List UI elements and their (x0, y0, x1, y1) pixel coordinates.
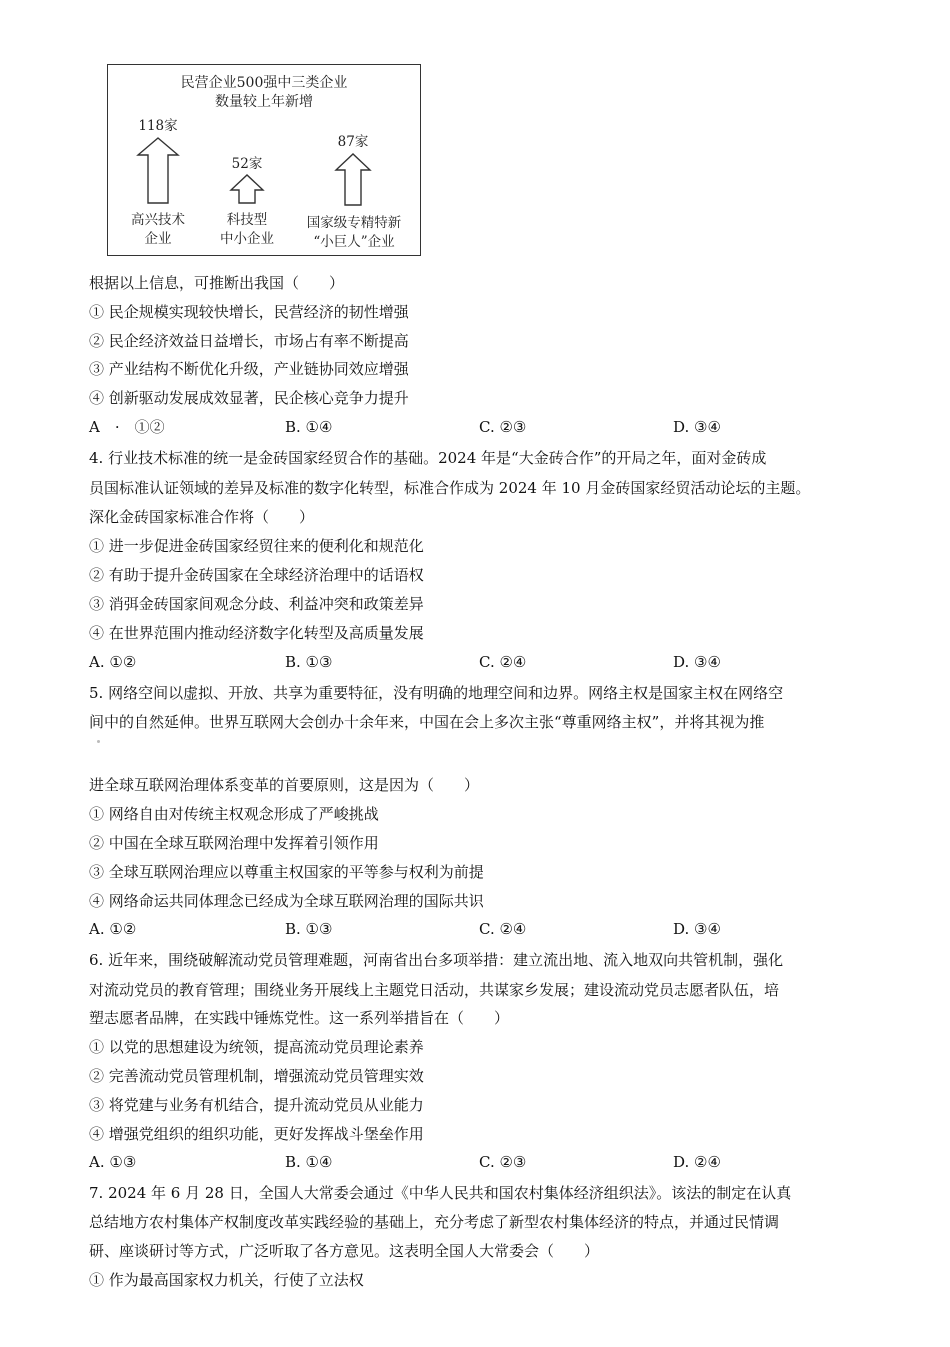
q4-option-b[interactable]: B. ①③ (285, 653, 333, 671)
q4-statement-3: ③ 消弭金砖国家间观念分歧、利益冲突和政策差异 (89, 595, 424, 613)
q6-option-c[interactable]: C. ②③ (479, 1153, 527, 1171)
q4-line-1: 4. 行业技术标准的统一是金砖国家经贸合作的基础。2024 年是“大金砖合作”的开局之年，面对金砖成 (89, 449, 767, 467)
q4-statement-2: ② 有助于提升金砖国家在全球经济治理中的话语权 (89, 566, 424, 584)
q5-statement-1: ① 网络自由对传统主权观念形成了严峻挑战 (89, 805, 379, 823)
scan-dot (97, 740, 100, 743)
label-high-tech-2: 企业 (144, 231, 172, 247)
q5-line-3: 进全球互联网治理体系变革的首要原则，这是因为（ ） (89, 776, 480, 794)
q4-option-d[interactable]: D. ③④ (673, 653, 721, 671)
label-little-giant-1: 国家级专精特新 (306, 215, 402, 231)
figure-title-line1: 民营企业500强中三类企业 (180, 75, 348, 91)
q4-line-3: 深化金砖国家标准合作将（ ） (89, 508, 315, 526)
q3-option-b[interactable]: B. ①④ (285, 418, 333, 436)
q5-line-2: 间中的自然延伸。世界互联网大会创办十余年来，中国在会上多次主张“尊重网络主权”，并将其视为推 (89, 713, 765, 731)
q5-line-1: 5. 网络空间以虚拟、开放、共享为重要特征，没有明确的地理空间和边界。网络主权是国家主权在网络空 (89, 684, 784, 702)
q5-statement-2: ② 中国在全球互联网治理中发挥着引领作用 (89, 834, 379, 852)
q6-option-b[interactable]: B. ①④ (285, 1153, 333, 1171)
arrow-up-icon (138, 138, 178, 203)
q3-statement-4: ④ 创新驱动发展成效显著，民企核心竞争力提升 (89, 389, 409, 407)
q4-statement-4: ④ 在世界范围内推动经济数字化转型及高质量发展 (89, 624, 424, 642)
q5-option-c[interactable]: C. ②④ (479, 920, 527, 938)
q3-options (89, 417, 849, 437)
label-high-tech-1: 高兴技术 (131, 212, 185, 228)
q4-option-c[interactable]: C. ②④ (479, 653, 527, 671)
q5-options (89, 919, 849, 939)
q6-line-2: 对流动党员的教育管理；围绕业务开展线上主题党日活动，共谋家乡发展；建设流动党员志愿者队伍，培 (89, 981, 780, 999)
q4-statement-1: ① 进一步促进金砖国家经贸往来的便利化和规范化 (89, 537, 424, 555)
q6-statement-3: ③ 将党建与业务有机结合，提升流动党员从业能力 (89, 1096, 424, 1114)
q3-statement-1: ① 民企规模实现较快增长，民营经济的韧性增强 (89, 303, 409, 321)
q6-statement-4: ④ 增强党组织的组织功能，更好发挥战斗堡垒作用 (89, 1125, 424, 1143)
value-high-tech: 118家 (138, 118, 178, 134)
q6-line-1: 6. 近年来，围绕破解流动党员管理难题，河南省出台多项举措：建立流出地、流入地双向共管机制，强化 (89, 951, 784, 969)
q6-statement-2: ② 完善流动党员管理机制，增强流动党员管理实效 (89, 1067, 424, 1085)
q3-option-c[interactable]: C. ②③ (479, 418, 527, 436)
q3-option-d[interactable]: D. ③④ (673, 418, 721, 436)
arrow-up-icon (336, 154, 370, 205)
q3-statement-2: ② 民企经济效益日益增长，市场占有率不断提高 (89, 332, 409, 350)
q4-options (89, 652, 849, 672)
q7-line-3: 研、座谈研讨等方式，广泛听取了各方意见。这表明全国人大常委会（ ） (89, 1242, 600, 1260)
q6-option-d[interactable]: D. ②④ (673, 1153, 721, 1171)
q5-statement-3: ③ 全球互联网治理应以尊重主权国家的平等参与权利为前提 (89, 863, 484, 881)
q7-line-1: 7. 2024 年 6 月 28 日，全国人大常委会通过《中华人民共和国农村集体经济组织法》。该法的制定在认真 (89, 1184, 792, 1202)
q6-line-3: 塑志愿者品牌，在实践中锤炼党性。这一系列举措旨在（ ） (89, 1009, 510, 1027)
q5-option-a[interactable]: A. ①② (89, 920, 137, 938)
q7-line-2: 总结地方农村集体产权制度改革实践经验的基础上，充分考虑了新型农村集体经济的特点，并通过民情调 (89, 1213, 780, 1231)
label-tech-sme-1: 科技型 (226, 212, 268, 228)
q6-options (89, 1152, 849, 1172)
q3-stem: 根据以上信息，可推断出我国（ ） (89, 274, 345, 292)
value-little-giant: 87家 (337, 134, 369, 150)
enterprise-growth-figure (107, 64, 421, 256)
arrow-up-icon (231, 175, 263, 203)
label-little-giant-2: “小巨人”企业 (313, 234, 395, 250)
q6-option-a[interactable]: A. ①③ (89, 1153, 137, 1171)
q3-option-a[interactable]: A · ①② (89, 418, 165, 436)
label-tech-sme-2: 中小企业 (220, 231, 274, 247)
value-tech-sme: 52家 (231, 156, 263, 172)
q5-statement-4: ④ 网络命运共同体理念已经成为全球互联网治理的国际共识 (89, 892, 484, 910)
q4-option-a[interactable]: A. ①② (89, 653, 137, 671)
q6-statement-1: ① 以党的思想建设为统领，提高流动党员理论素养 (89, 1038, 424, 1056)
figure-title-line2: 数量较上年新增 (215, 94, 313, 110)
q7-statement-1: ① 作为最高国家权力机关，行使了立法权 (89, 1271, 364, 1289)
q3-statement-3: ③ 产业结构不断优化升级，产业链协同效应增强 (89, 360, 409, 378)
q5-option-b[interactable]: B. ①③ (285, 920, 333, 938)
q5-option-d[interactable]: D. ③④ (673, 920, 721, 938)
q4-line-2: 员国标准认证领域的差异及标准的数字化转型，标准合作成为 2024 年 10 月金砖国家经贸活动论坛的主题。 (89, 479, 811, 497)
